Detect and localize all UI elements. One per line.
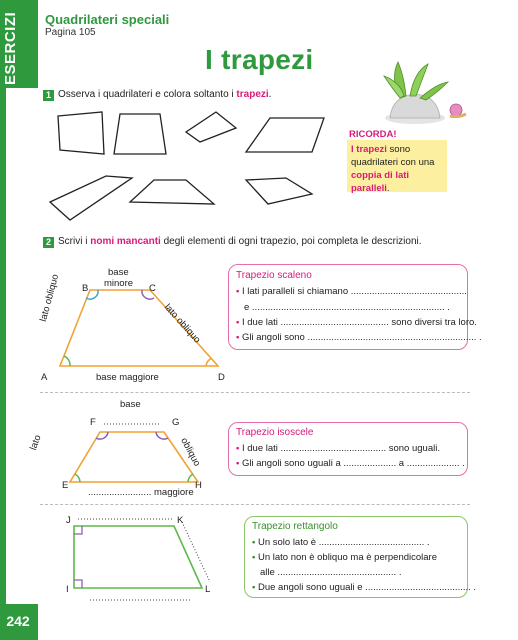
label-base: base [108,267,129,278]
vertex-d: D [218,372,225,383]
quadrilateral-4 [246,118,324,152]
vertex-i: I [66,584,69,595]
quadrilateral-1 [58,112,104,154]
exercise-2-badge: 2 [43,237,54,248]
label-bottom-2: ........................ maggiore [88,487,194,498]
note-text: I trapezi sono quadrilateri con una coppia di lati paralleli. [351,144,435,194]
right-item-1: • Un solo lato è ........................................ . [252,537,430,548]
label-left-side: lato obliquo [38,273,62,323]
vertex-g: G [172,417,180,428]
label-minore: minore [104,278,134,289]
isosceles-item-1: • I due lati ........................................ sono uguali. [236,443,440,454]
quadrilaterals-set [40,104,340,232]
vertex-k: K [177,515,184,526]
quadrilateral-7 [246,178,312,204]
section-subtitle: Pagina 105 [45,27,96,38]
right-item-3: • Due angoli sono uguali e ........................................ . [252,582,477,593]
right-item-2b: alle ............................................. . [260,567,402,578]
scalene-item-2: • I due lati ......................................... sono diversi tra loro. [236,317,477,328]
right-title: Trapezio rettangolo [252,521,338,532]
scalene-item-1: • I lati paralleli si chiamano ............................................ [236,286,467,297]
plant-snail-illustration [370,58,470,126]
vertex-a: A [41,372,48,383]
scalene-item-1b: e ......................................................................... . [244,302,450,313]
divider-2 [40,504,470,505]
section-title: Quadrilateri speciali [45,12,170,27]
label-right-side: lato obliquo [161,302,203,346]
vertex-h: H [195,480,202,491]
side-strip [0,88,6,620]
label-bottom-base: base maggiore [96,372,159,383]
right-item-2: • Un lato non è obliquo ma è perpendicolare [252,552,438,563]
vertex-f: F [90,417,96,428]
page-number: 242 [6,613,30,629]
quadrilateral-6 [130,180,214,204]
vertex-b: B [82,283,89,294]
exercise-1-badge: 1 [43,90,54,101]
label-lato: lato [28,433,44,452]
scalene-item-3: • Gli angoli sono ................................................................ . [236,332,482,343]
exercise-1-instruction: Osserva i quadrilateri e colora soltanto i trapezi. [58,89,272,100]
isosceles-title: Trapezio isoscele [236,427,314,438]
vertex-l: L [205,584,211,595]
vertex-j: J [66,515,71,526]
quadrilateral-5 [50,176,132,220]
label-obliquo: obliquo [178,436,203,469]
vertex-e: E [62,480,69,491]
side-tab-label: ESERCIZI [2,11,19,85]
note-title: RICORDA! [349,129,397,140]
quadrilateral-3 [186,112,236,142]
divider-1 [40,392,470,393]
label-base-2: base [120,399,141,410]
quadrilateral-2 [114,114,166,154]
exercise-2-instruction: Scrivi i nomi mancanti degli elementi di ogni trapezio, poi completa le descrizioni. [58,236,422,247]
vertex-c: C [149,283,156,294]
page-title: I trapezi [205,44,314,75]
scalene-title: Trapezio scaleno [236,270,312,281]
right-trapezoid-figure [62,516,218,608]
isosceles-item-2: • Gli angoli sono uguali a .................... a .................... . [236,458,465,469]
